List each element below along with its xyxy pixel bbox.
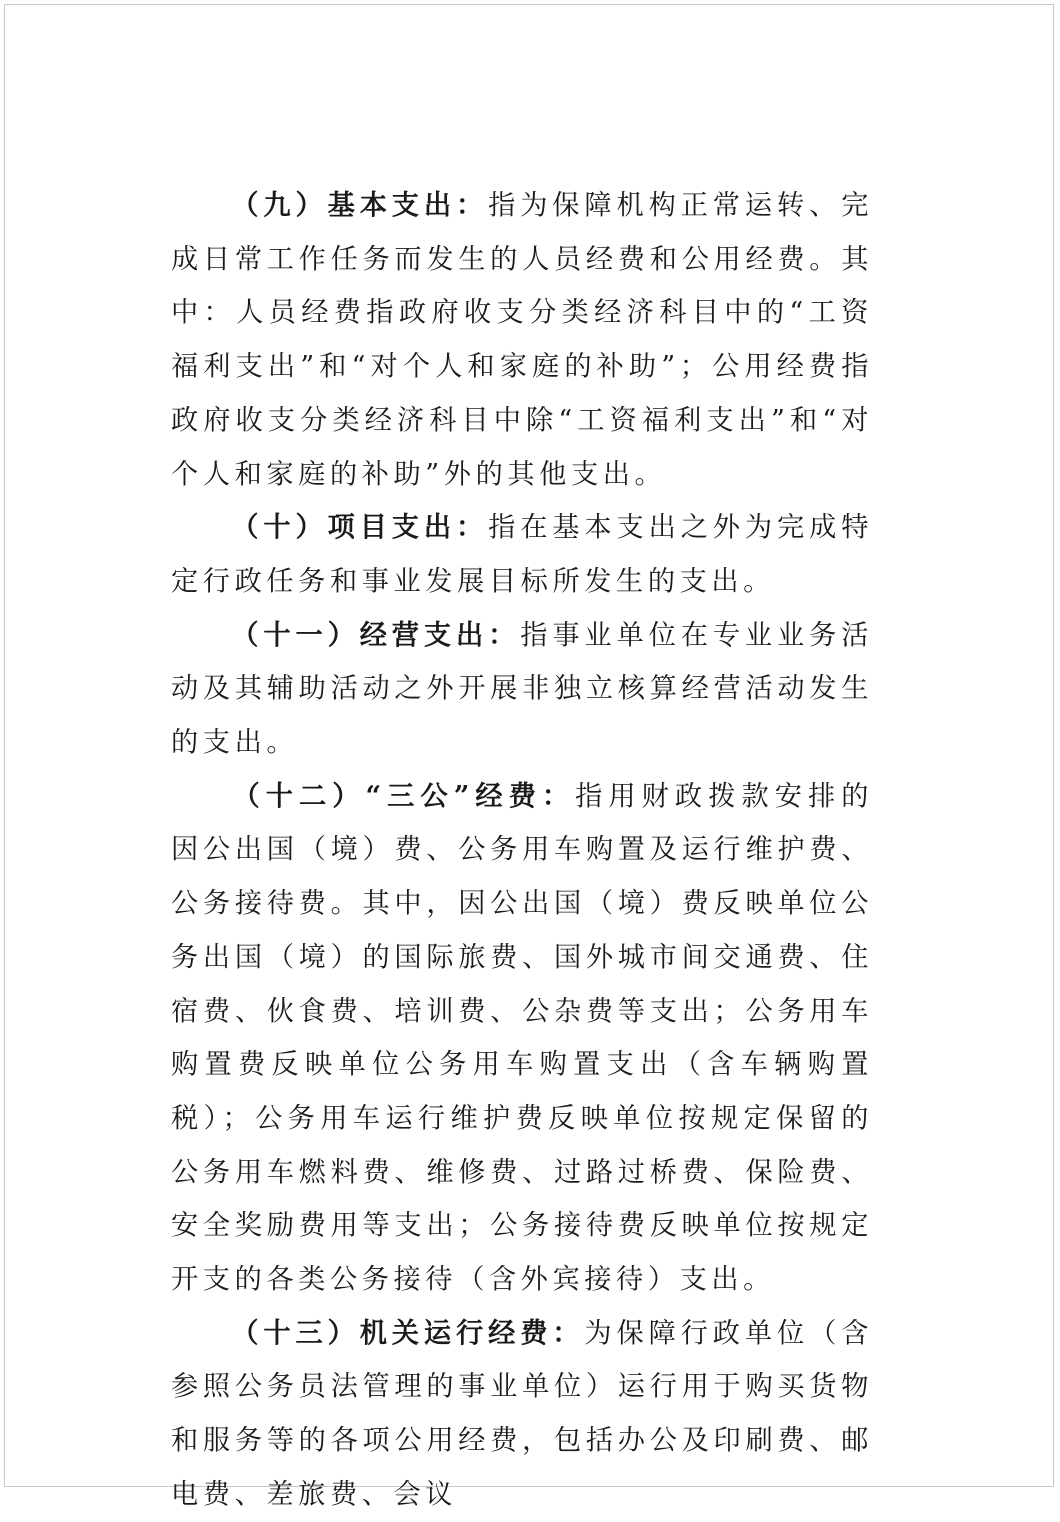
paragraph-text: 指用财政拨款安排的因公出国（境）费、公务用车购置及运行维护费、公务接待费。其中，因公出国（境）费反映单位公务出国（境）的国际旅费、国外城市间交通费、住宿费、伙食费、培训费、公杂费等支出；公务用车购置费反映单位公务用车购置支出（含车辆购置税）；公务用车运行维护费反映单位按规定保留的公务用车燃料费、维修费、过路过桥费、保险费、安全奖励费用等支出；公务接待费反映单位按规定开支的各类公务接待（含外宾接待）支出。 — [171, 780, 873, 1296]
term-heading: （十三）机关运行经费： — [231, 1316, 585, 1349]
term-heading: （十一）经营支出： — [231, 618, 521, 651]
paragraph-text: 指在基本支出之外为完成特定行政任务和事业发展目标所发生的支出。 — [171, 512, 873, 597]
paragraph-project-expenditure — [171, 501, 873, 608]
paragraph-text: 指为保障机构正常运转、完成日常工作任务而发生的人员经费和公用经费。其中：人员经费指政府收支分类经济科目中的“工资福利支出”和“对个人和家庭的补助”；公用经费指政府收支分类经济科目中除“工资福利支出”和“对个人和家庭的补助”外的其他支出。 — [171, 190, 873, 490]
page — [4, 4, 1054, 1510]
paragraph-basic-expenditure — [171, 179, 873, 501]
paragraph-three-public-expenses — [171, 770, 873, 1307]
paragraph-agency-operating-expenses — [171, 1307, 873, 1522]
paragraph-operating-expenditure — [171, 609, 873, 770]
term-heading: （九）基本支出： — [231, 189, 489, 221]
term-heading: （十）项目支出： — [231, 511, 489, 544]
paragraph-text: 指事业单位在专业业务活动及其辅助活动之外开展非独立核算经营活动发生的支出。 — [171, 619, 873, 759]
document-body — [171, 179, 873, 1522]
term-heading: （十二）“三公”经费： — [231, 779, 576, 812]
paragraph-text: 为保障行政单位（含参照公务员法管理的事业单位）运行用于购买货物和服务等的各项公用经费，包括办公及印刷费、邮电费、差旅费、会议 — [171, 1317, 873, 1510]
